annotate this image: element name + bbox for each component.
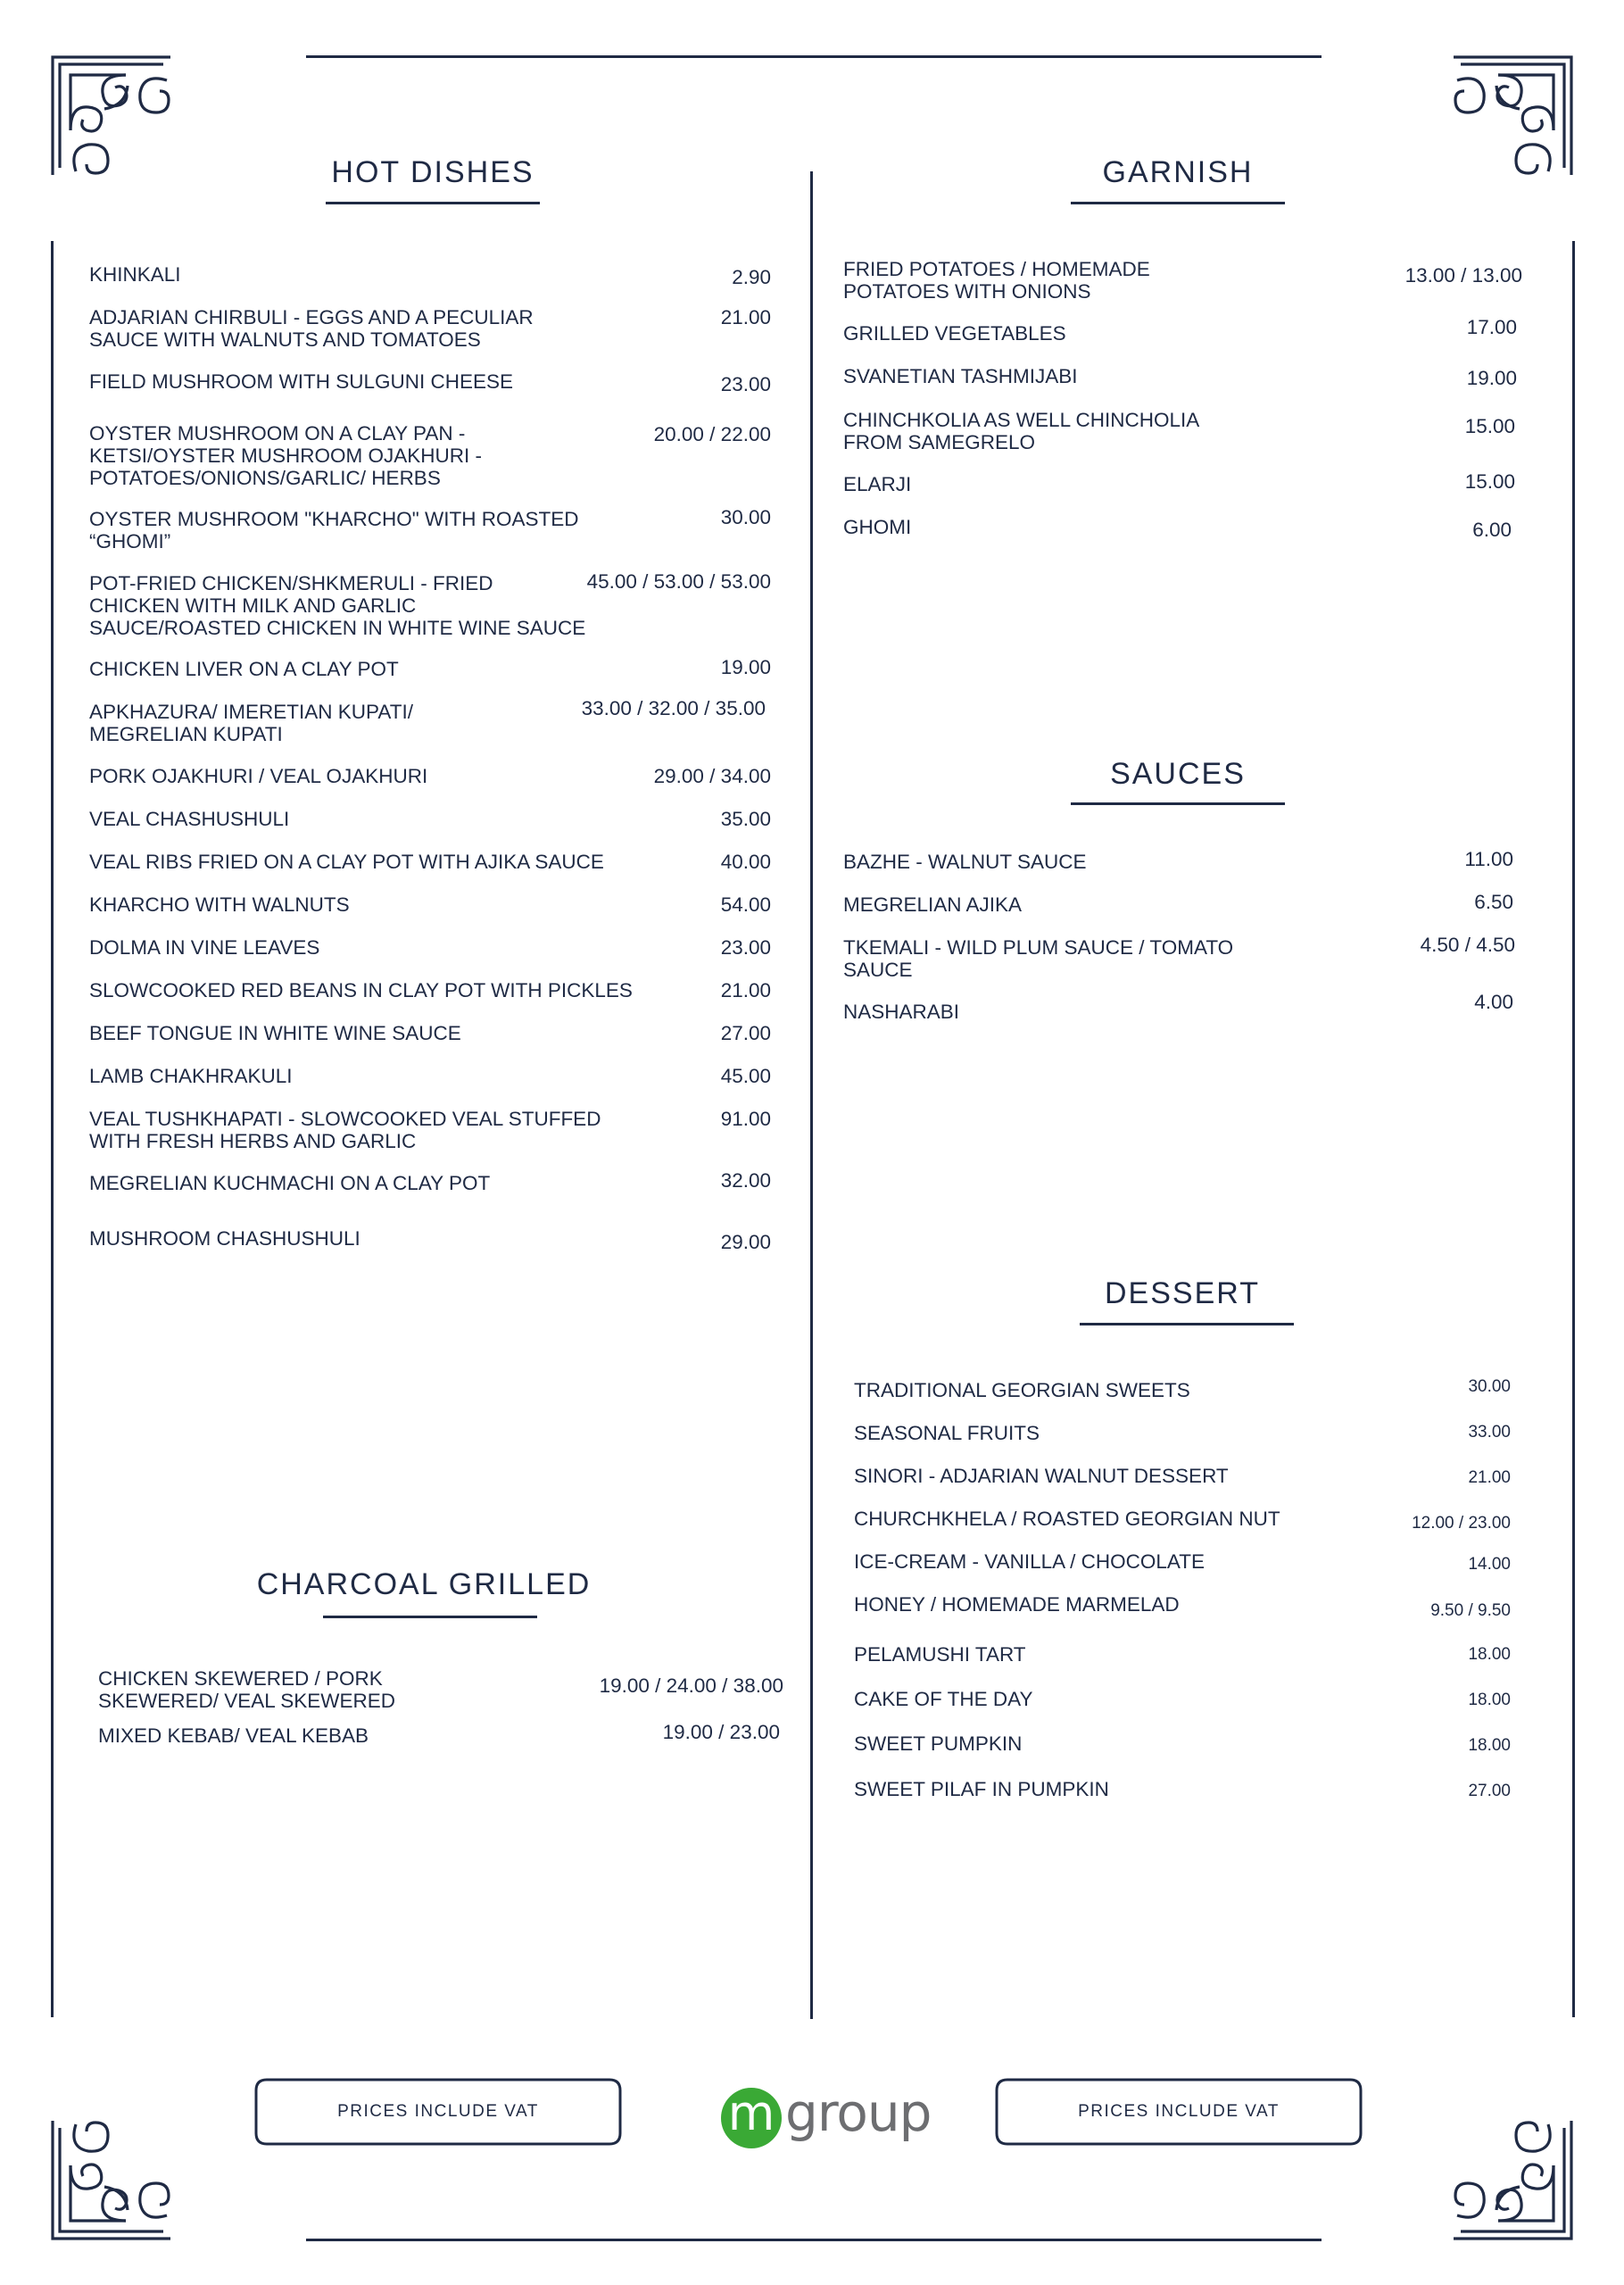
list-item: FRIED POTATOES / HOMEMADE POTATOES WITH ONIONS (843, 258, 1150, 303)
section-rule (1071, 802, 1285, 805)
list-item: GRILLED VEGETABLES (843, 322, 1066, 345)
item-price: 23.00 (720, 936, 771, 959)
list-item: VEAL RIBS FRIED ON A CLAY POT WITH AJIKA SAUCE (89, 851, 604, 873)
item-price: 29.00 / 34.00 (653, 765, 771, 787)
item-price: 13.00 / 13.00 (1404, 264, 1522, 287)
section-rule (326, 202, 540, 204)
item-price: 54.00 (720, 893, 771, 916)
item-price: 19.00 (720, 656, 771, 678)
item-price: 11.00 (1464, 848, 1513, 870)
list-item: SLOWCOOKED RED BEANS IN CLAY POT WITH PICKLES (89, 979, 633, 1001)
item-price: 91.00 (720, 1108, 771, 1130)
list-item: BEEF TONGUE IN WHITE WINE SAUCE (89, 1022, 461, 1044)
vat-notice-left: PRICES INCLUDE VAT (337, 2102, 539, 2121)
item-price: 15.00 (1464, 415, 1515, 437)
item-price: 21.00 (720, 979, 771, 1001)
scroll-ornament-icon (49, 54, 174, 179)
list-item: GHOMI (843, 516, 912, 538)
item-price: 21.00 (720, 306, 771, 328)
list-item: DOLMA IN VINE LEAVES (89, 936, 320, 959)
item-price: 35.00 (720, 808, 771, 830)
list-item: ELARJI (843, 473, 912, 495)
logo-wordmark: group (785, 2082, 932, 2143)
list-item: MUSHROOM CHASHUSHULI (89, 1227, 360, 1250)
list-item: OYSTER MUSHROOM "KHARCHO" WITH ROASTED “GHOMI” (89, 508, 579, 553)
list-item: SEASONAL FRUITS (854, 1422, 1040, 1444)
center-divider-line (810, 171, 813, 2019)
item-price: 19.00 / 24.00 / 38.00 (599, 1674, 783, 1697)
list-item: FIELD MUSHROOM WITH SULGUNI CHEESE (89, 370, 514, 393)
item-price: 18.00 (1468, 1691, 1511, 1709)
mgroup-logo (721, 2082, 932, 2154)
vat-notice-right: PRICES INCLUDE VAT (1078, 2102, 1280, 2121)
item-price: 45.00 (720, 1065, 771, 1087)
item-price: 40.00 (720, 851, 771, 873)
item-price: 21.00 (1468, 1468, 1511, 1487)
list-item: CHINCHKOLIA AS WELL CHINCHOLIA FROM SAMEGRELO (843, 409, 1199, 453)
logo-mark: m (721, 2088, 782, 2148)
item-price: 9.50 / 9.50 (1430, 1601, 1511, 1620)
section-title-sauces: SAUCES (1110, 757, 1246, 791)
list-item: OYSTER MUSHROOM ON A CLAY PAN - KETSI/OYSTER MUSHROOM OJAKHURI - POTATOES/ONIONS/GARLIC/ HERBS (89, 422, 483, 489)
list-item: KHINKALI (89, 263, 181, 286)
item-price: 33.00 / 32.00 / 35.00 (581, 697, 766, 719)
section-rule (1071, 202, 1285, 204)
list-item: SVANETIAN TASHMIJABI (843, 365, 1078, 387)
scroll-ornament-icon (1450, 54, 1575, 179)
item-price: 15.00 (1464, 470, 1515, 493)
item-price: 2.90 (732, 266, 771, 288)
left-border-line (51, 241, 54, 2017)
item-price: 4.50 / 4.50 (1420, 934, 1515, 956)
list-item: HONEY / HOMEMADE MARMELAD (854, 1593, 1180, 1616)
list-item: CHICKEN LIVER ON A CLAY POT (89, 658, 399, 680)
list-item: TKEMALI - WILD PLUM SAUCE / TOMATO SAUCE (843, 936, 1234, 981)
list-item: NASHARABI (843, 1001, 960, 1023)
item-price: 32.00 (720, 1169, 771, 1192)
list-item: APKHAZURA/ IMERETIAN KUPATI/ MEGRELIAN KUPATI (89, 701, 413, 745)
list-item: KHARCHO WITH WALNUTS (89, 893, 350, 916)
item-price: 27.00 (720, 1022, 771, 1044)
list-item: ICE-CREAM - VANILLA / CHOCOLATE (854, 1550, 1205, 1573)
bottom-border-line (306, 2239, 1322, 2241)
scroll-ornament-icon (49, 2117, 174, 2242)
item-price: 12.00 / 23.00 (1412, 1514, 1511, 1533)
item-price: 30.00 (1468, 1377, 1511, 1396)
item-price: 23.00 (720, 373, 771, 395)
list-item: MEGRELIAN AJIKA (843, 893, 1023, 916)
section-title-garnish: GARNISH (1102, 155, 1254, 189)
item-price: 18.00 (1468, 1645, 1511, 1664)
item-price: 45.00 / 53.00 / 53.00 (586, 570, 771, 593)
list-item: PELAMUSHI TART (854, 1643, 1026, 1666)
item-price: 17.00 (1466, 316, 1517, 338)
list-item: VEAL TUSHKHAPATI - SLOWCOOKED VEAL STUFFED WITH FRESH HERBS AND GARLIC (89, 1108, 601, 1152)
list-item: VEAL CHASHUSHULI (89, 808, 290, 830)
item-price: 33.00 (1468, 1423, 1511, 1442)
scroll-ornament-icon (1450, 2117, 1575, 2242)
list-item: SWEET PUMPKIN (854, 1732, 1023, 1755)
item-price: 14.00 (1468, 1555, 1511, 1574)
item-price: 19.00 / 23.00 (662, 1721, 780, 1743)
item-price: 6.50 (1474, 891, 1513, 913)
list-item: TRADITIONAL GEORGIAN SWEETS (854, 1379, 1190, 1401)
list-item: POT-FRIED CHICKEN/SHKMERULI - FRIED CHICKEN WITH MILK AND GARLIC SAUCE/ROASTED CHICKEN IN WHITE WINE SAUCE (89, 572, 586, 639)
list-item: MEGRELIAN KUCHMACHI ON A CLAY POT (89, 1172, 491, 1194)
list-item: BAZHE - WALNUT SAUCE (843, 851, 1087, 873)
item-price: 6.00 (1472, 519, 1512, 541)
right-border-line (1572, 241, 1575, 2017)
list-item: CAKE OF THE DAY (854, 1688, 1033, 1710)
section-title-dessert: DESSERT (1105, 1276, 1260, 1310)
list-item: SINORI - ADJARIAN WALNUT DESSERT (854, 1465, 1229, 1487)
list-item: LAMB CHAKHRAKULI (89, 1065, 293, 1087)
list-item: PORK OJAKHURI / VEAL OJAKHURI (89, 765, 428, 787)
section-rule (1080, 1323, 1294, 1325)
item-price: 27.00 (1468, 1782, 1511, 1800)
list-item: MIXED KEBAB/ VEAL KEBAB (98, 1724, 369, 1747)
item-price: 29.00 (720, 1231, 771, 1253)
top-border-line (306, 55, 1322, 58)
section-rule (323, 1616, 537, 1618)
section-title-hot-dishes: HOT DISHES (331, 155, 534, 189)
list-item: CHICKEN SKEWERED / PORK SKEWERED/ VEAL SKEWERED (98, 1667, 395, 1712)
item-price: 30.00 (720, 506, 771, 528)
item-price: 18.00 (1468, 1736, 1511, 1755)
list-item: CHURCHKHELA / ROASTED GEORGIAN NUT (854, 1508, 1280, 1530)
item-price: 20.00 / 22.00 (653, 423, 771, 445)
list-item: ADJARIAN CHIRBULI - EGGS AND A PECULIAR SAUCE WITH WALNUTS AND TOMATOES (89, 306, 534, 351)
section-title-charcoal-grilled: CHARCOAL GRILLED (256, 1567, 592, 1601)
item-price: 4.00 (1474, 991, 1513, 1013)
item-price: 19.00 (1466, 367, 1517, 389)
list-item: SWEET PILAF IN PUMPKIN (854, 1778, 1109, 1800)
